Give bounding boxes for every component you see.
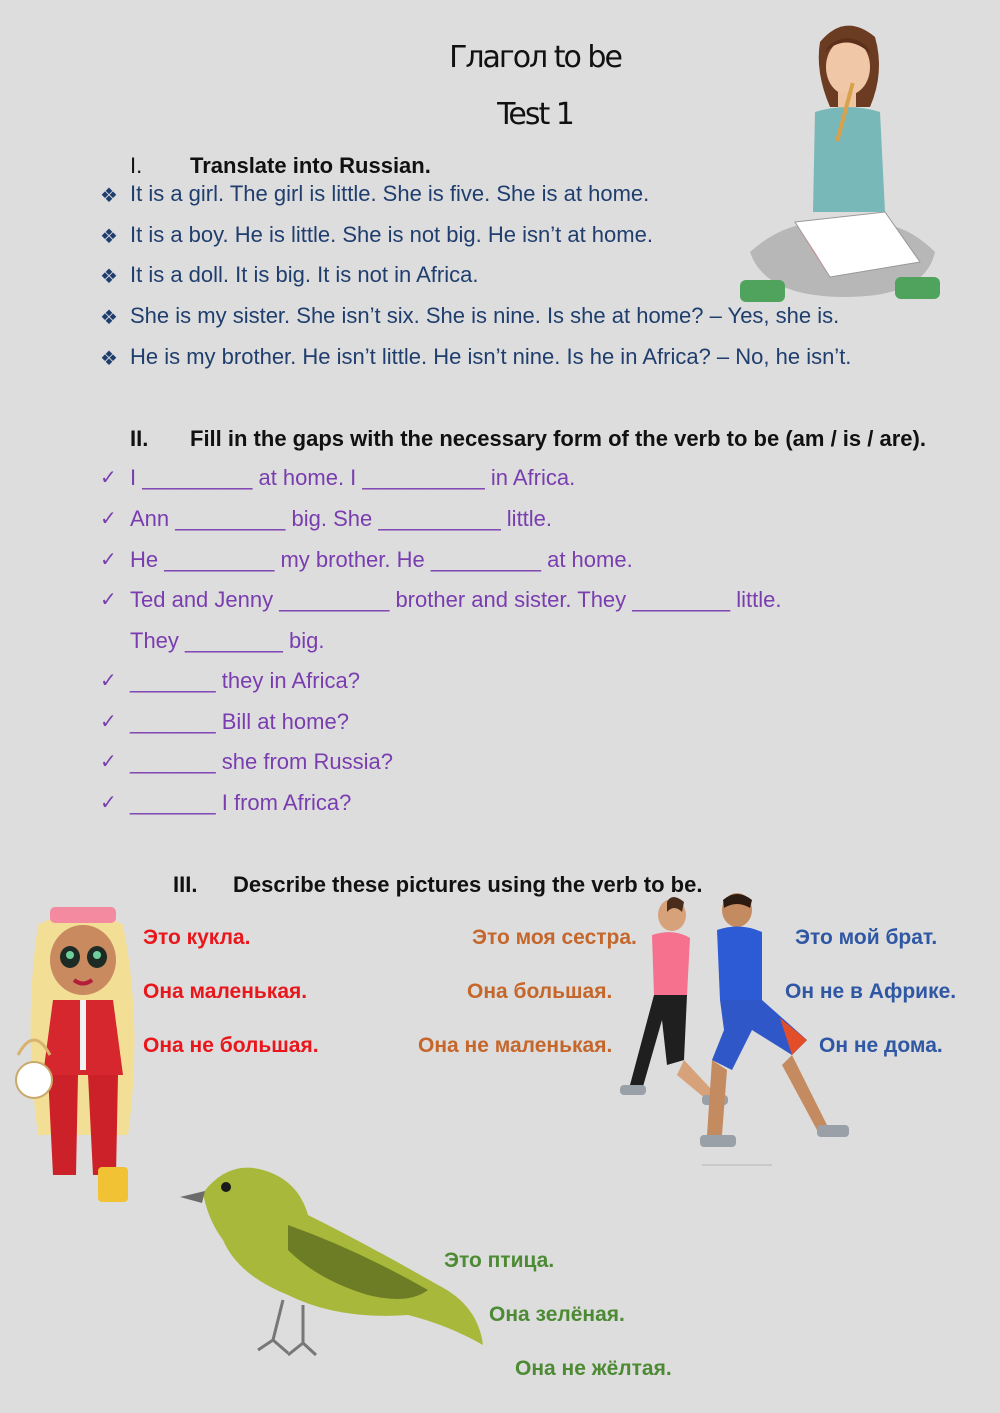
translate-item-text: He is my brother. He isn’t little. He isn’t nine. Is he in Africa? – No, he isn’t.	[130, 344, 852, 369]
brother-line: Это мой брат.	[795, 926, 938, 949]
translate-item	[100, 303, 840, 329]
translate-item	[100, 344, 852, 370]
sister-line: Это моя сестра.	[472, 926, 637, 949]
bird-line: Она не жёлтая.	[515, 1357, 672, 1380]
section-1-title: Translate into Russian.	[190, 153, 431, 178]
bird-line: Это птица.	[444, 1249, 555, 1272]
diamond-bullet-icon: ❖	[100, 266, 118, 288]
gap-fill-item	[100, 587, 782, 613]
gap-fill-item	[100, 668, 360, 694]
gap-fill-text: _______ Bill at home?	[130, 709, 349, 734]
translate-item-text: She is my sister. She isn’t six. She is nine. Is she at home? – Yes, she is.	[130, 303, 840, 328]
gap-fill-text: They ________ big.	[130, 628, 325, 653]
translate-item-text: It is a boy. He is little. She is not big. He isn’t at home.	[130, 222, 653, 247]
brother-line: Он не в Африке.	[785, 980, 957, 1003]
sister-line: Она не маленькая.	[418, 1034, 613, 1057]
doll-line: Она маленькая.	[143, 980, 308, 1003]
translate-item-text: It is a girl. The girl is little. She is five. She is at home.	[130, 181, 650, 206]
gap-fill-item	[100, 709, 349, 735]
checkmark-icon: ✓	[100, 751, 117, 773]
section-2-title: Fill in the gaps with the necessary form of the verb to be (am / is / are).	[190, 426, 926, 451]
page-subtitle: Test 1	[497, 97, 573, 132]
section-2-heading	[130, 426, 926, 452]
gap-fill-item	[100, 547, 633, 573]
checkmark-icon: ✓	[100, 792, 117, 814]
doll-line: Это кукла.	[143, 926, 251, 949]
gap-fill-continuation	[130, 628, 325, 654]
gap-fill-text: _______ I from Africa?	[130, 790, 352, 815]
checkmark-icon: ✓	[100, 711, 117, 733]
translate-item	[100, 181, 650, 207]
diamond-bullet-icon: ❖	[100, 307, 118, 329]
checkmark-icon: ✓	[100, 467, 117, 489]
diamond-bullet-icon: ❖	[100, 348, 118, 370]
translate-item-text: It is a doll. It is big. It is not in Africa.	[130, 262, 479, 287]
girl-reading-illustration	[735, 12, 945, 312]
gap-fill-text: _______ she from Russia?	[130, 749, 393, 774]
gap-fill-text: Ann _________ big. She __________ little.	[130, 506, 553, 531]
translate-item	[100, 222, 653, 248]
gap-fill-item	[100, 506, 553, 532]
checkmark-icon: ✓	[100, 670, 117, 692]
doll-illustration	[8, 905, 158, 1210]
gap-fill-text: I _________ at home. I __________ in Africa.	[130, 465, 576, 490]
section-1-heading	[130, 153, 431, 179]
brother-line: Он не дома.	[819, 1034, 943, 1057]
bird-line: Она зелёная.	[489, 1303, 625, 1326]
diamond-bullet-icon: ❖	[100, 185, 118, 207]
checkmark-icon: ✓	[100, 508, 117, 530]
gap-fill-item	[100, 465, 576, 491]
section-3-title: Describe these pictures using the verb to be.	[233, 872, 703, 897]
gap-fill-text: Ted and Jenny _________ brother and sister. They ________ little.	[130, 587, 782, 612]
checkmark-icon: ✓	[100, 549, 117, 571]
gap-fill-item	[100, 749, 393, 775]
section-1-number: I.	[130, 153, 143, 178]
gap-fill-text: He _________ my brother. He _________ at home.	[130, 547, 633, 572]
sister-line: Она большая.	[467, 980, 613, 1003]
page-title: Глагол to be	[449, 40, 621, 75]
diamond-bullet-icon: ❖	[100, 226, 118, 248]
gap-fill-item	[100, 790, 352, 816]
section-3-number: III.	[173, 872, 198, 897]
gap-fill-text: _______ they in Africa?	[130, 668, 360, 693]
section-2-number: II.	[130, 426, 149, 451]
translate-item	[100, 262, 479, 288]
doll-line: Она не большая.	[143, 1034, 319, 1057]
bird-illustration	[178, 1155, 488, 1365]
checkmark-icon: ✓	[100, 589, 117, 611]
